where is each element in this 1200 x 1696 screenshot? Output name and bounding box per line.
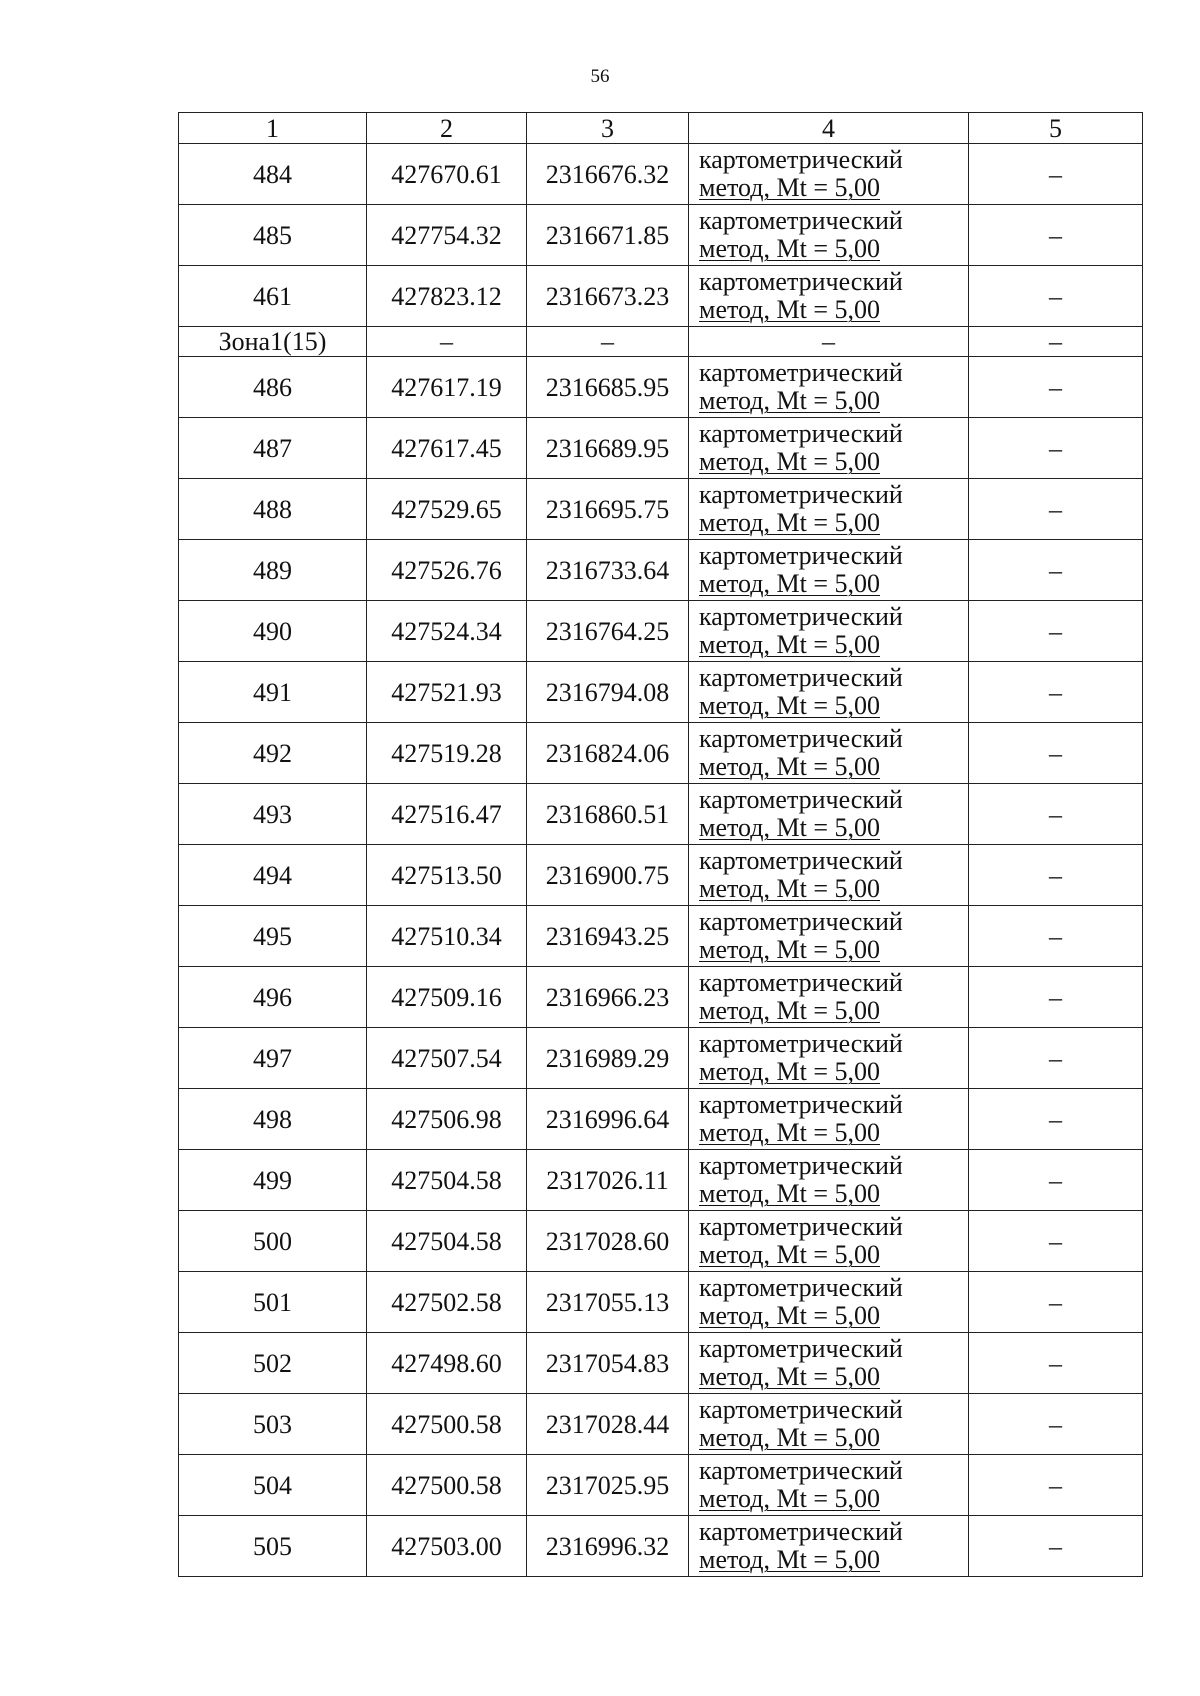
method-line-2: метод, Mt = 5,00 (699, 1118, 880, 1147)
x-coordinate-cell: 427823.12 (367, 266, 527, 327)
y-coordinate-cell: 2316689.95 (527, 418, 689, 479)
method-line-1: картометрический (699, 968, 903, 997)
method-line-1: картометрический (699, 846, 903, 875)
y-coordinate-cell: 2316996.32 (527, 1516, 689, 1577)
table-row (179, 266, 1143, 327)
x-coordinate-cell: 427519.28 (367, 723, 527, 784)
description-cell: – (969, 1272, 1143, 1333)
method-line-1: картометрический (699, 602, 903, 631)
point-number-cell: 489 (179, 540, 367, 601)
page-number: 56 (590, 66, 610, 87)
x-coordinate-cell: 427506.98 (367, 1089, 527, 1150)
y-coordinate-cell: 2316824.06 (527, 723, 689, 784)
method-cell (689, 1394, 969, 1455)
point-number-cell: 501 (179, 1272, 367, 1333)
point-number-cell: 495 (179, 906, 367, 967)
method-cell (689, 1272, 969, 1333)
point-number-cell: 500 (179, 1211, 367, 1272)
method-line-2: метод, Mt = 5,00 (699, 1240, 880, 1269)
x-coordinate-cell: 427617.19 (367, 357, 527, 418)
method-line-2: метод, Mt = 5,00 (699, 447, 880, 476)
description-cell: – (969, 662, 1143, 723)
method-line-1: картометрический (699, 724, 903, 753)
column-header-5: 5 (969, 113, 1143, 144)
method-line-2: метод, Mt = 5,00 (699, 173, 880, 202)
description-cell: – (969, 1394, 1143, 1455)
method-line-1: картометрический (699, 1029, 903, 1058)
method-line-1: картометрический (699, 1334, 903, 1363)
method-cell (689, 1211, 969, 1272)
method-line-2: метод, Mt = 5,00 (699, 1484, 880, 1513)
y-coordinate-cell: 2316695.75 (527, 479, 689, 540)
description-cell: – (969, 1150, 1143, 1211)
x-coordinate-cell: 427529.65 (367, 479, 527, 540)
table-body (179, 144, 1143, 1577)
zone-cell: – (527, 327, 689, 357)
method-cell (689, 1150, 969, 1211)
point-number-cell: 488 (179, 479, 367, 540)
table-row (179, 1516, 1143, 1577)
table-row (179, 540, 1143, 601)
y-coordinate-cell: 2316676.32 (527, 144, 689, 205)
method-cell (689, 266, 969, 327)
table-row (179, 479, 1143, 540)
method-line-1: картометрический (699, 419, 903, 448)
point-number-cell: 493 (179, 784, 367, 845)
point-number-cell: 497 (179, 1028, 367, 1089)
table-row (179, 1272, 1143, 1333)
method-line-2: метод, Mt = 5,00 (699, 295, 880, 324)
table-row (179, 1455, 1143, 1516)
table-row (179, 784, 1143, 845)
table-row (179, 1394, 1143, 1455)
description-cell: – (969, 357, 1143, 418)
description-cell: – (969, 906, 1143, 967)
point-number-cell: 487 (179, 418, 367, 479)
column-header-3: 3 (527, 113, 689, 144)
column-header-2: 2 (367, 113, 527, 144)
point-number-cell: 491 (179, 662, 367, 723)
description-cell: – (969, 845, 1143, 906)
y-coordinate-cell: 2316900.75 (527, 845, 689, 906)
description-cell: – (969, 784, 1143, 845)
point-number-cell: 486 (179, 357, 367, 418)
point-number-cell: 485 (179, 205, 367, 266)
zone-cell: – (969, 327, 1143, 357)
table-row (179, 1333, 1143, 1394)
zone-row (179, 327, 1143, 357)
description-cell: – (969, 418, 1143, 479)
x-coordinate-cell: 427503.00 (367, 1516, 527, 1577)
method-line-2: метод, Mt = 5,00 (699, 752, 880, 781)
y-coordinate-cell: 2316943.25 (527, 906, 689, 967)
table-row (179, 1028, 1143, 1089)
y-coordinate-cell: 2317028.60 (527, 1211, 689, 1272)
point-number-cell: 504 (179, 1455, 367, 1516)
description-cell: – (969, 479, 1143, 540)
method-cell (689, 906, 969, 967)
x-coordinate-cell: 427510.34 (367, 906, 527, 967)
method-line-1: картометрический (699, 206, 903, 235)
x-coordinate-cell: 427670.61 (367, 144, 527, 205)
method-line-2: метод, Mt = 5,00 (699, 386, 880, 415)
method-cell (689, 723, 969, 784)
table-row (179, 357, 1143, 418)
description-cell: – (969, 967, 1143, 1028)
point-number-cell: 490 (179, 601, 367, 662)
method-line-2: метод, Mt = 5,00 (699, 1545, 880, 1574)
method-line-1: картометрический (699, 358, 903, 387)
method-cell (689, 1089, 969, 1150)
y-coordinate-cell: 2316860.51 (527, 784, 689, 845)
point-number-cell: 484 (179, 144, 367, 205)
method-line-2: метод, Mt = 5,00 (699, 1301, 880, 1330)
x-coordinate-cell: 427500.58 (367, 1394, 527, 1455)
method-cell (689, 479, 969, 540)
y-coordinate-cell: 2316764.25 (527, 601, 689, 662)
column-header-1: 1 (179, 113, 367, 144)
table-row (179, 144, 1143, 205)
y-coordinate-cell: 2316966.23 (527, 967, 689, 1028)
method-cell (689, 967, 969, 1028)
y-coordinate-cell: 2316685.95 (527, 357, 689, 418)
table-row (179, 601, 1143, 662)
x-coordinate-cell: 427498.60 (367, 1333, 527, 1394)
x-coordinate-cell: 427516.47 (367, 784, 527, 845)
x-coordinate-cell: 427504.58 (367, 1150, 527, 1211)
x-coordinate-cell: 427513.50 (367, 845, 527, 906)
y-coordinate-cell: 2317026.11 (527, 1150, 689, 1211)
zone-cell: – (689, 327, 969, 357)
table-row (179, 205, 1143, 266)
header-row (179, 113, 1143, 144)
point-number-cell: 496 (179, 967, 367, 1028)
description-cell: – (969, 723, 1143, 784)
method-cell (689, 1333, 969, 1394)
table-row (179, 1089, 1143, 1150)
point-number-cell: 494 (179, 845, 367, 906)
method-cell (689, 1028, 969, 1089)
x-coordinate-cell: 427509.16 (367, 967, 527, 1028)
description-cell: – (969, 1333, 1143, 1394)
method-line-2: метод, Mt = 5,00 (699, 234, 880, 263)
y-coordinate-cell: 2317054.83 (527, 1333, 689, 1394)
y-coordinate-cell: 2316989.29 (527, 1028, 689, 1089)
description-cell: – (969, 1089, 1143, 1150)
method-line-2: метод, Mt = 5,00 (699, 569, 880, 598)
description-cell: – (969, 266, 1143, 327)
method-cell (689, 1455, 969, 1516)
x-coordinate-cell: 427504.58 (367, 1211, 527, 1272)
description-cell: – (969, 1028, 1143, 1089)
y-coordinate-cell: 2316794.08 (527, 662, 689, 723)
description-cell: – (969, 540, 1143, 601)
table-row (179, 1211, 1143, 1272)
method-cell (689, 784, 969, 845)
method-cell (689, 662, 969, 723)
method-line-2: метод, Mt = 5,00 (699, 813, 880, 842)
x-coordinate-cell: 427507.54 (367, 1028, 527, 1089)
x-coordinate-cell: 427502.58 (367, 1272, 527, 1333)
method-cell (689, 540, 969, 601)
method-line-2: метод, Mt = 5,00 (699, 508, 880, 537)
y-coordinate-cell: 2317055.13 (527, 1272, 689, 1333)
point-number-cell: 461 (179, 266, 367, 327)
method-line-2: метод, Mt = 5,00 (699, 996, 880, 1025)
method-cell (689, 357, 969, 418)
method-cell (689, 418, 969, 479)
point-number-cell: 503 (179, 1394, 367, 1455)
method-line-1: картометрический (699, 1517, 903, 1546)
method-line-1: картометрический (699, 907, 903, 936)
table-row (179, 967, 1143, 1028)
point-number-cell: 505 (179, 1516, 367, 1577)
description-cell: – (969, 601, 1143, 662)
table-row (179, 906, 1143, 967)
method-cell (689, 205, 969, 266)
x-coordinate-cell: 427524.34 (367, 601, 527, 662)
method-line-1: картометрический (699, 1090, 903, 1119)
coordinates-table (178, 112, 1143, 1577)
method-line-1: картометрический (699, 1151, 903, 1180)
method-line-2: метод, Mt = 5,00 (699, 1362, 880, 1391)
point-number-cell: 492 (179, 723, 367, 784)
description-cell: – (969, 1455, 1143, 1516)
description-cell: – (969, 205, 1143, 266)
y-coordinate-cell: 2316671.85 (527, 205, 689, 266)
x-coordinate-cell: 427617.45 (367, 418, 527, 479)
y-coordinate-cell: 2317025.95 (527, 1455, 689, 1516)
y-coordinate-cell: 2316733.64 (527, 540, 689, 601)
method-line-2: метод, Mt = 5,00 (699, 1179, 880, 1208)
y-coordinate-cell: 2317028.44 (527, 1394, 689, 1455)
point-number-cell: 502 (179, 1333, 367, 1394)
zone-label: Зона1(15) (179, 327, 367, 357)
method-line-1: картометрический (699, 267, 903, 296)
method-line-2: метод, Mt = 5,00 (699, 1423, 880, 1452)
x-coordinate-cell: 427526.76 (367, 540, 527, 601)
x-coordinate-cell: 427521.93 (367, 662, 527, 723)
method-line-2: метод, Mt = 5,00 (699, 935, 880, 964)
point-number-cell: 498 (179, 1089, 367, 1150)
method-line-2: метод, Mt = 5,00 (699, 874, 880, 903)
table-header (179, 113, 1143, 144)
description-cell: – (969, 1211, 1143, 1272)
method-line-1: картометрический (699, 1395, 903, 1424)
table-row (179, 845, 1143, 906)
table-row (179, 1150, 1143, 1211)
table-row (179, 662, 1143, 723)
method-line-1: картометрический (699, 1273, 903, 1302)
method-line-2: метод, Mt = 5,00 (699, 630, 880, 659)
point-number-cell: 499 (179, 1150, 367, 1211)
method-cell (689, 1516, 969, 1577)
method-cell (689, 144, 969, 205)
description-cell: – (969, 1516, 1143, 1577)
zone-cell: – (367, 327, 527, 357)
method-line-2: метод, Mt = 5,00 (699, 1057, 880, 1086)
method-line-1: картометрический (699, 541, 903, 570)
method-line-1: картометрический (699, 785, 903, 814)
method-line-2: метод, Mt = 5,00 (699, 691, 880, 720)
x-coordinate-cell: 427754.32 (367, 205, 527, 266)
method-cell (689, 601, 969, 662)
table-row (179, 418, 1143, 479)
y-coordinate-cell: 2316673.23 (527, 266, 689, 327)
method-line-1: картометрический (699, 145, 903, 174)
x-coordinate-cell: 427500.58 (367, 1455, 527, 1516)
column-header-4: 4 (689, 113, 969, 144)
method-line-1: картометрический (699, 480, 903, 509)
method-line-1: картометрический (699, 663, 903, 692)
description-cell: – (969, 144, 1143, 205)
y-coordinate-cell: 2316996.64 (527, 1089, 689, 1150)
method-cell (689, 845, 969, 906)
method-line-1: картометрический (699, 1212, 903, 1241)
table-row (179, 723, 1143, 784)
method-line-1: картометрический (699, 1456, 903, 1485)
